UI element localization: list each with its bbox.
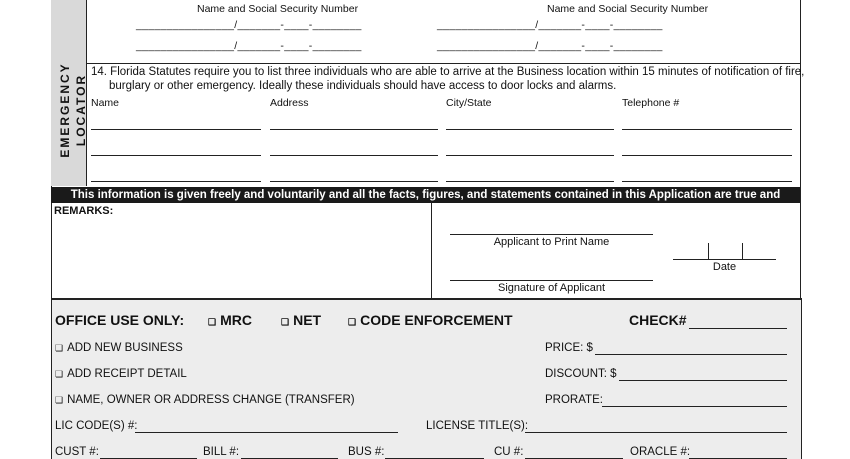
applicant-print-name-label: Applicant to Print Name [493, 236, 610, 248]
emergency-phone-field-3[interactable] [622, 181, 792, 182]
check-number-label: CHECK# [629, 312, 687, 328]
emergency-city-field-1[interactable] [446, 129, 614, 130]
license-titles-label: LICENSE TITLE(S): [426, 420, 529, 432]
form-left-border-lower [51, 203, 52, 298]
checkbox-icon[interactable]: ❏ [55, 395, 64, 405]
price-label: PRICE: $ [545, 342, 593, 354]
emergency-address-field-2[interactable] [270, 155, 438, 156]
emergency-phone-field-1[interactable] [622, 129, 792, 130]
emergency-instruction-line1: 14. Florida Statutes require you to list three individuals who are able to arrive at the Business location within 15 minutes of notification of fire, [91, 66, 805, 78]
emergency-name-field-2[interactable] [91, 155, 261, 156]
column-address: Address [270, 97, 309, 109]
locator-side-label: LOCATOR [74, 73, 88, 147]
office-use-section [51, 298, 802, 459]
office-use-title: OFFICE USE ONLY: [55, 312, 185, 328]
prorate-field[interactable] [602, 406, 787, 407]
cust-label: CUST #: [55, 446, 99, 458]
lic-codes-label: LIC CODE(S) #: [55, 420, 138, 432]
signature-label: Signature of Applicant [497, 282, 606, 294]
signature-field[interactable] [450, 280, 653, 281]
license-titles-field[interactable] [525, 432, 787, 433]
emergency-instruction-line2: burglary or other emergency. Ideally these individuals should have access to door locks and alarms. [109, 80, 617, 92]
checkbox-icon[interactable]: ❏ [348, 317, 357, 327]
emergency-phone-field-2[interactable] [622, 155, 792, 156]
checkbox-icon[interactable]: ❏ [281, 317, 290, 327]
remarks-label: REMARKS: [54, 205, 114, 217]
option-code-enforcement[interactable]: ❏ CODE ENFORCEMENT [348, 312, 513, 328]
date-label: Date [712, 261, 737, 273]
section-divider [86, 63, 800, 64]
checkbox-icon[interactable]: ❏ [208, 317, 217, 327]
emergency-side-label: EMERGENCY [58, 62, 72, 158]
emergency-locator-sidebar [51, 0, 87, 186]
column-city-state: City/State [446, 97, 492, 109]
ssn-entry-1-left[interactable]: ________________/_______-____-________ [136, 19, 362, 31]
emergency-address-field-1[interactable] [270, 129, 438, 130]
date-field[interactable] [673, 259, 776, 260]
check-number-field[interactable] [689, 328, 787, 329]
emergency-name-field-3[interactable] [91, 181, 261, 182]
emergency-name-field-1[interactable] [91, 129, 261, 130]
date-tick-right [742, 243, 743, 259]
lic-codes-field[interactable] [135, 432, 398, 433]
checkbox-icon[interactable]: ❏ [55, 343, 64, 353]
price-field[interactable] [595, 354, 787, 355]
remarks-field[interactable] [53, 218, 429, 296]
ssn-entry-2-right[interactable]: ________________/_______-____-________ [437, 40, 663, 52]
date-tick-left [708, 243, 709, 259]
option-net[interactable]: ❏ NET [281, 312, 322, 328]
row-name-owner-address-change[interactable]: ❏ NAME, OWNER OR ADDRESS CHANGE (TRANSFER) [55, 394, 355, 406]
emergency-city-field-2[interactable] [446, 155, 614, 156]
name-ssn-label-right: Name and Social Security Number [547, 3, 709, 15]
discount-field[interactable] [619, 380, 787, 381]
column-telephone: Telephone # [622, 97, 680, 109]
oracle-label: ORACLE #: [630, 446, 691, 458]
emergency-city-field-3[interactable] [446, 181, 614, 182]
certification-banner: This information is given freely and voluntarily and all the facts, figures, and statements contained in this Application are true and correct. [51, 187, 800, 203]
checkbox-icon[interactable]: ❏ [55, 369, 64, 379]
column-name: Name [91, 97, 120, 109]
bus-label: BUS #: [348, 446, 385, 458]
emergency-address-field-3[interactable] [270, 181, 438, 182]
ssn-entry-2-left[interactable]: ________________/_______-____-________ [136, 40, 362, 52]
row-add-new-business[interactable]: ❏ ADD NEW BUSINESS [55, 342, 183, 354]
name-ssn-label-left: Name and Social Security Number [197, 3, 359, 15]
remarks-divider [431, 203, 432, 298]
row-add-receipt-detail[interactable]: ❏ ADD RECEIPT DETAIL [55, 368, 187, 380]
cu-label: CU #: [494, 446, 524, 458]
ssn-entry-1-right[interactable]: ________________/_______-____-________ [437, 19, 663, 31]
bill-label: BILL #: [203, 446, 240, 458]
prorate-label: PRORATE: [545, 394, 603, 406]
discount-label: DISCOUNT: $ [545, 368, 617, 380]
option-mrc[interactable]: ❏ MRC [208, 312, 252, 328]
applicant-print-name-field[interactable] [450, 234, 653, 235]
